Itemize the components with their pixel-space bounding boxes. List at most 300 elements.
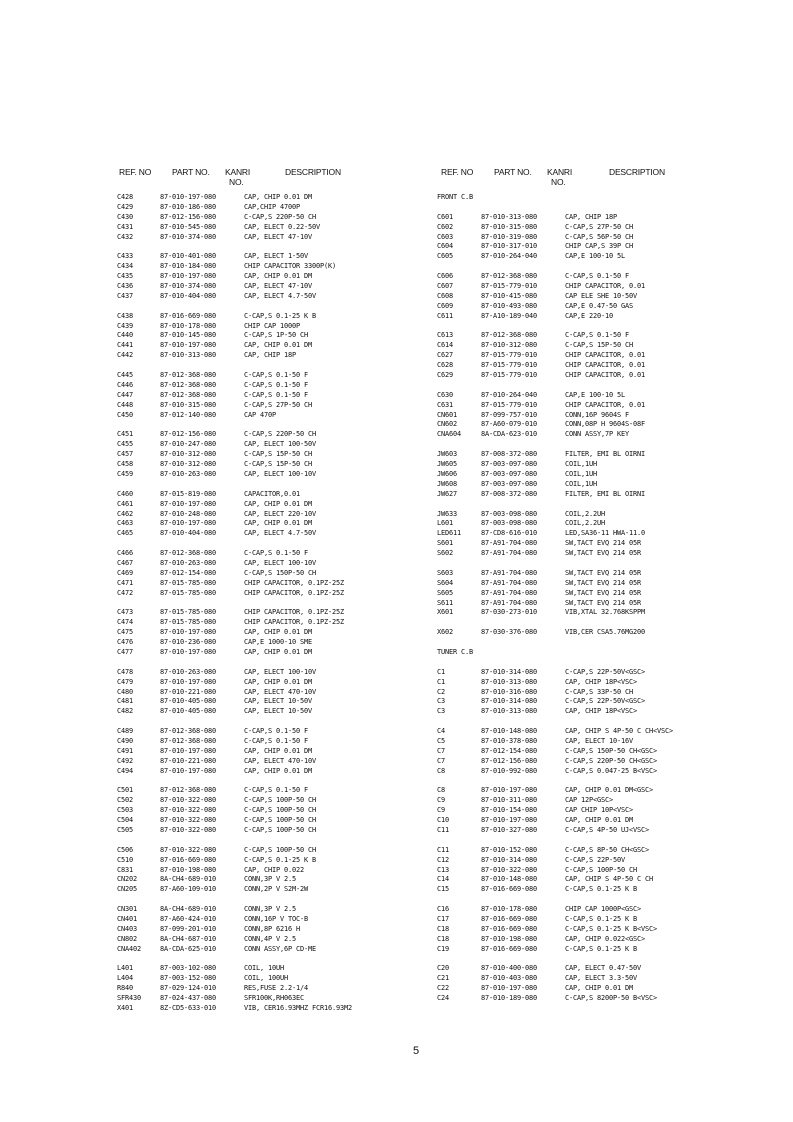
part-row (117, 549, 352, 559)
description: CAP, ELECT 470-10V (244, 687, 316, 696)
part-no: 87-010-197-080 (160, 193, 216, 201)
row-gap (437, 262, 673, 272)
ref-no: X601 (437, 608, 453, 617)
part-row (117, 193, 352, 203)
part-row (437, 529, 673, 539)
part-no: 87-A60-424-010 (160, 915, 216, 924)
description: C-CAP,S 100P-50 CH (565, 865, 637, 874)
row-gap (117, 658, 352, 668)
part-row (117, 331, 352, 341)
part-row (117, 559, 352, 569)
part-no: 87-010-317-010 (481, 242, 537, 251)
ref-no: CN602 (437, 420, 457, 429)
part-row (117, 727, 352, 737)
description: CHIP CAP 1000P (244, 321, 300, 330)
part-no: 87-015-785-080 (160, 618, 216, 627)
part-row (117, 401, 352, 411)
ref-no: C8 (437, 786, 445, 795)
ref-no: C492 (117, 756, 133, 765)
part-row (117, 252, 352, 262)
row-gap (117, 361, 352, 371)
part-row (117, 668, 352, 678)
part-no: 87-010-197-080 (160, 677, 216, 686)
kanri-no-header: NO. (551, 177, 566, 187)
description: C-CAP,S 150P-50 CH<GSC> (565, 746, 657, 755)
part-no: 87-010-152-080 (481, 845, 537, 854)
part-no: 87-010-311-080 (481, 796, 537, 805)
description: CHIP CAPACITOR, 0.01 (565, 371, 645, 380)
kanri-header: KANRI (225, 167, 250, 177)
part-row (437, 678, 673, 688)
ref-no: C506 (117, 845, 133, 854)
part-row (117, 648, 352, 658)
row-gap (117, 480, 352, 490)
description: CAP, CHIP 0.01 DM (244, 341, 312, 350)
part-no: 87-003-098-080 (481, 509, 537, 518)
part-row (437, 964, 673, 974)
ref-no: CN802 (117, 934, 137, 943)
row-gap (117, 895, 352, 905)
description: C-CAP,S 220P-50 CH<GSC> (565, 756, 657, 765)
part-no: 87-010-327-080 (481, 826, 537, 834)
part-row (117, 984, 352, 994)
part-no: 87-010-197-080 (160, 647, 216, 656)
row-gap (117, 539, 352, 549)
ref-no: C17 (437, 915, 449, 924)
part-no: 87-012-368-080 (160, 727, 216, 736)
ref-no: C607 (437, 282, 453, 291)
part-row (117, 856, 352, 866)
description: CHIP CAPACITOR, 0.01 (565, 361, 645, 370)
description: CONN,2P V S2M-2W (244, 885, 308, 894)
ref-no: C491 (117, 746, 133, 755)
part-no: 87-003-097-080 (481, 469, 537, 478)
part-row (117, 915, 352, 925)
kanri-no-header: NO. (229, 177, 244, 187)
ref-no: C5 (437, 736, 445, 745)
part-row (437, 331, 673, 341)
part-no: 87-010-545-080 (160, 222, 216, 231)
part-no: 87-003-098-080 (481, 519, 537, 528)
ref-no: C630 (437, 390, 453, 399)
description: C-CAP,S 0.1-50 F (565, 331, 629, 340)
part-row (437, 420, 673, 430)
description-header: DESCRIPTION (609, 167, 665, 177)
part-row (117, 322, 352, 332)
part-row (437, 460, 673, 470)
part-no: 87-015-779-010 (481, 400, 537, 409)
part-no: 87-010-221-080 (160, 756, 216, 765)
part-no: 87-010-415-080 (481, 291, 537, 300)
part-row (437, 361, 673, 371)
part-no: 87-010-401-080 (160, 252, 216, 261)
description: COIL, 10UH (244, 964, 284, 973)
part-row (437, 292, 673, 302)
part-row (437, 767, 673, 777)
row-gap (437, 203, 673, 213)
part-no: 87-010-314-080 (481, 697, 537, 706)
part-no: 87-015-785-080 (160, 608, 216, 617)
ref-no: C19 (437, 944, 449, 953)
part-no: 87-010-403-080 (481, 974, 537, 983)
part-no: 87-015-779-010 (481, 282, 537, 291)
part-no: 87-012-368-080 (160, 380, 216, 389)
row-gap (437, 955, 673, 965)
description: CAP 470P (244, 410, 276, 419)
part-no: 87-012-368-080 (160, 390, 216, 399)
part-row (437, 974, 673, 984)
description: COIL,1UH (565, 460, 597, 469)
part-no: 87-003-102-080 (160, 964, 216, 973)
description: CAP, ELECT 0.22-50V (244, 222, 320, 231)
row-gap (437, 618, 673, 628)
ref-no: C629 (437, 371, 453, 380)
part-row (117, 579, 352, 589)
description: CAP, ELECT 10-50V (244, 707, 312, 716)
ref-no: C432 (117, 232, 133, 241)
part-row (437, 628, 673, 638)
description: CAP, CHIP S 4P-50 C CH (565, 875, 653, 884)
description: C-CAP,S 22P-50V<GSC> (565, 697, 645, 706)
part-row (437, 312, 673, 322)
ref-no: C474 (117, 618, 133, 627)
part-row (437, 579, 673, 589)
part-row (117, 816, 352, 826)
part-no: 87-010-197-080 (160, 341, 216, 350)
description: CAP, ELECT 4.7-50V (244, 529, 316, 538)
description: C-CAP,S 0.1-50 F (565, 272, 629, 281)
part-row (117, 589, 352, 599)
ref-no: SFR430 (117, 994, 141, 1003)
part-row (437, 599, 673, 609)
ref-no: C1 (437, 667, 445, 676)
ref-no: C613 (437, 331, 453, 340)
ref-no: CNA604 (437, 430, 461, 439)
part-no: 87-A91-704-080 (481, 539, 537, 548)
part-no: 87-010-404-080 (160, 291, 216, 300)
description: C-CAP,S 0.1-50 F (244, 390, 308, 399)
part-row (437, 510, 673, 520)
description: CAPACITOR,0.01 (244, 489, 300, 498)
ref-no: CN403 (117, 924, 137, 933)
description: CAP,E 220-10 (565, 311, 613, 320)
part-no: 87-024-437-080 (160, 994, 216, 1003)
part-no: 87-010-374-080 (160, 232, 216, 241)
part-row (117, 806, 352, 816)
left-parts-list (117, 193, 352, 1014)
description: CHIP CAPACITOR, 0.1PZ-25Z (244, 588, 344, 597)
description: CAP, ELECT 10-16V (565, 736, 633, 745)
ref-no: C430 (117, 212, 133, 221)
description: C-CAP,S 100P-50 CH (244, 826, 316, 834)
description: CAP, ELECT 100-10V (244, 558, 316, 567)
description: CONN,4P V 2.5 (244, 934, 296, 943)
row-gap (437, 717, 673, 727)
description: CHIP CAPACITOR, 0.01 (565, 351, 645, 360)
part-row (117, 381, 352, 391)
description: C-CAP,S 220P-50 CH (244, 212, 316, 221)
description: CAP, CHIP 18P (244, 351, 296, 360)
part-no: 87-010-374-080 (160, 282, 216, 291)
part-no: 87-012-156-080 (481, 756, 537, 765)
part-row (437, 885, 673, 895)
part-no: 87-010-313-080 (481, 212, 537, 221)
ref-no: S611 (437, 598, 453, 607)
part-no: 87-010-236-080 (160, 638, 216, 647)
part-row (437, 846, 673, 856)
description: C-CAP,S 100P-50 CH (244, 845, 316, 854)
section-heading: FRONT C.B (437, 193, 473, 201)
part-no: 87-008-372-080 (481, 450, 537, 459)
part-row (437, 994, 673, 1004)
part-row (437, 252, 673, 262)
description: C-CAP,S 100P-50 CH (244, 816, 316, 825)
part-row (437, 935, 673, 945)
part-row (117, 846, 352, 856)
part-no: 87-010-405-080 (160, 707, 216, 716)
description: C-CAP,S 22P-50V (565, 855, 625, 864)
ref-no: S602 (437, 549, 453, 558)
part-row (437, 786, 673, 796)
description: CAP, ELECT 100-10V (244, 667, 316, 676)
ref-no: L404 (117, 974, 133, 983)
part-row (117, 430, 352, 440)
ref-no: C18 (437, 924, 449, 933)
ref-no: C428 (117, 193, 133, 201)
ref-no: C609 (437, 301, 453, 310)
description: CAP, CHIP 18P<VSC> (565, 707, 637, 716)
ref-no: C22 (437, 984, 449, 993)
part-row (437, 796, 673, 806)
ref-no: JW603 (437, 450, 457, 459)
description: C-CAP,S 0.1-25 K B (565, 915, 637, 924)
part-row (117, 519, 352, 529)
part-no: 87-012-140-080 (160, 410, 216, 419)
part-no: 87-030-273-010 (481, 608, 537, 617)
ref-no: C16 (437, 905, 449, 914)
part-no: 87-010-313-080 (160, 351, 216, 360)
ref-no: C479 (117, 677, 133, 686)
description: CAP, ELECT 100-50V (244, 440, 316, 449)
ref-no: C21 (437, 974, 449, 983)
description: C-CAP,S 33P-50 CH (565, 687, 633, 696)
part-no: 87-010-197-080 (481, 816, 537, 825)
part-row (437, 401, 673, 411)
part-row (437, 242, 673, 252)
description: CAP, CHIP 0.01 DM (244, 628, 312, 637)
part-no: 87-010-263-080 (160, 558, 216, 567)
part-row (437, 826, 673, 836)
part-row (117, 796, 352, 806)
row-gap (437, 559, 673, 569)
part-no: 87-010-148-080 (481, 727, 537, 736)
part-row (437, 233, 673, 243)
row-gap (117, 302, 352, 312)
part-row (117, 272, 352, 282)
description: COIL, 100UH (244, 974, 288, 983)
description: CAP, CHIP 0.01 DM (244, 519, 312, 528)
description: C-CAP,S 22P-50V<GSC> (565, 667, 645, 676)
part-no: 87-016-669-080 (160, 311, 216, 320)
part-row (117, 747, 352, 757)
ref-no: C461 (117, 499, 133, 508)
ref-no: C505 (117, 826, 133, 834)
ref-no: C439 (117, 321, 133, 330)
ref-no: C3 (437, 707, 445, 716)
part-row (117, 391, 352, 401)
part-no: 87-012-368-080 (160, 371, 216, 380)
part-row (117, 885, 352, 895)
ref-no: C7 (437, 756, 445, 765)
part-no: 87-010-312-080 (160, 450, 216, 459)
ref-no: C11 (437, 826, 449, 834)
part-no: 87-010-264-040 (481, 390, 537, 399)
part-no: 87-010-189-080 (481, 994, 537, 1003)
ref-no: LED611 (437, 529, 461, 538)
row-gap (117, 955, 352, 965)
ref-no: C445 (117, 371, 133, 380)
part-no: 87-012-368-080 (160, 736, 216, 745)
part-no: 8A-CDA-625-010 (160, 944, 216, 953)
ref-no: C447 (117, 390, 133, 399)
part-row (437, 608, 673, 618)
ref-no: C457 (117, 450, 133, 459)
part-no: 87-010-198-080 (481, 934, 537, 943)
ref-no: C504 (117, 816, 133, 825)
part-row (437, 875, 673, 885)
ref-no: JW627 (437, 489, 457, 498)
part-no: 87-010-221-080 (160, 687, 216, 696)
part-row (437, 688, 673, 698)
page-number: 5 (413, 1045, 420, 1057)
part-row (117, 450, 352, 460)
part-no: 87-A91-704-080 (481, 588, 537, 597)
ref-no-header: REF. NO (441, 167, 474, 177)
part-no: 87-010-197-080 (481, 984, 537, 993)
ref-no: C438 (117, 311, 133, 320)
description: CHIP CAPACITOR, 0.1PZ-25Z (244, 578, 344, 587)
ref-no: C502 (117, 796, 133, 805)
part-row (117, 994, 352, 1004)
description: CAP, CHIP 0.01 DM (244, 499, 312, 508)
description: CAP, CHIP 0.01 DM (565, 816, 633, 825)
description: CAP, CHIP 0.01 DM (244, 677, 312, 686)
part-no: 87-029-124-010 (160, 984, 216, 993)
ref-no: C2 (437, 687, 445, 696)
description: CAP, ELECT 4.7-50V (244, 291, 316, 300)
description: SW,TACT EVQ 214 05R (565, 578, 641, 587)
part-no: 87-010-247-080 (160, 440, 216, 449)
part-no: 87-015-819-080 (160, 489, 216, 498)
part-no: 87-010-197-080 (160, 766, 216, 775)
part-no: 87-010-405-080 (160, 697, 216, 706)
part-row (437, 856, 673, 866)
part-no: 87-010-314-080 (481, 855, 537, 864)
description: CAP, CHIP 0.01 DM<GSC> (565, 786, 653, 795)
ref-no: L601 (437, 519, 453, 528)
ref-no: S605 (437, 588, 453, 597)
ref-no: C467 (117, 558, 133, 567)
ref-no: C477 (117, 647, 133, 656)
part-no: 87-A91-704-080 (481, 568, 537, 577)
part-no: 87-010-197-080 (160, 272, 216, 281)
part-row (117, 282, 352, 292)
ref-no: C7 (437, 746, 445, 755)
ref-no: C478 (117, 667, 133, 676)
part-no: 8A-CDA-623-010 (481, 430, 537, 439)
description: C-CAP,S 1P-50 CH (244, 331, 308, 340)
part-row (117, 292, 352, 302)
part-no-header: PART NO. (172, 167, 210, 177)
part-row (117, 470, 352, 480)
part-no: 87-010-178-080 (160, 321, 216, 330)
part-no: 8A-CH4-689-010 (160, 905, 216, 914)
part-no: 87-010-313-080 (481, 677, 537, 686)
ref-no: C1 (437, 677, 445, 686)
part-row (117, 974, 352, 984)
description: SW,TACT EVQ 214 05R (565, 549, 641, 558)
description: CHIP CAPACITOR, 0.01 (565, 400, 645, 409)
ref-no: C471 (117, 578, 133, 587)
ref-no: C603 (437, 232, 453, 241)
ref-no: C429 (117, 202, 133, 211)
row-gap (437, 322, 673, 332)
part-no: 87-A91-704-080 (481, 578, 537, 587)
part-no: 87-010-992-080 (481, 766, 537, 775)
part-row (437, 223, 673, 233)
part-no: 87-010-186-080 (160, 202, 216, 211)
description: CHIP CAPACITOR, 0.1PZ-25Z (244, 618, 344, 627)
part-row (117, 757, 352, 767)
part-row (117, 569, 352, 579)
description: COIL,2.2UH (565, 519, 605, 528)
part-no: 87-012-156-080 (160, 430, 216, 439)
description: CHIP CAPACITOR, 0.1PZ-25Z (244, 608, 344, 617)
description: CAP CHIP 10P<VSC> (565, 806, 633, 815)
part-no: 87-010-322-080 (481, 865, 537, 874)
description: SW,TACT EVQ 214 05R (565, 568, 641, 577)
part-no: 87-010-312-080 (160, 460, 216, 469)
part-row (117, 945, 352, 955)
row-gap (437, 658, 673, 668)
part-no: 87-015-779-010 (481, 371, 537, 380)
ref-no: C9 (437, 806, 445, 815)
part-no: 87-016-669-080 (481, 924, 537, 933)
description: CHIP CAPACITOR 3300P(K) (244, 262, 336, 271)
ref-no-header: REF. NO (119, 167, 152, 177)
description: C-CAP,S 150P-50 CH (244, 568, 316, 577)
ref-no: C8 (437, 766, 445, 775)
part-row (117, 529, 352, 539)
description: CONN,16P V TOC-B (244, 915, 308, 924)
ref-no: C466 (117, 549, 133, 558)
part-row (117, 262, 352, 272)
part-no: 87-016-669-080 (481, 915, 537, 924)
part-row (437, 569, 673, 579)
ref-no: C606 (437, 272, 453, 281)
ref-no: C13 (437, 865, 449, 874)
description: CAP, ELECT 47-10V (244, 282, 312, 291)
part-row (437, 371, 673, 381)
ref-no: C448 (117, 400, 133, 409)
ref-no: C18 (437, 934, 449, 943)
part-row (437, 757, 673, 767)
row-gap (117, 599, 352, 609)
part-row (437, 519, 673, 529)
ref-no: X401 (117, 1004, 133, 1013)
description: CAP, CHIP S 4P-50 C CH<VSC> (565, 727, 673, 736)
ref-no: JW606 (437, 469, 457, 478)
